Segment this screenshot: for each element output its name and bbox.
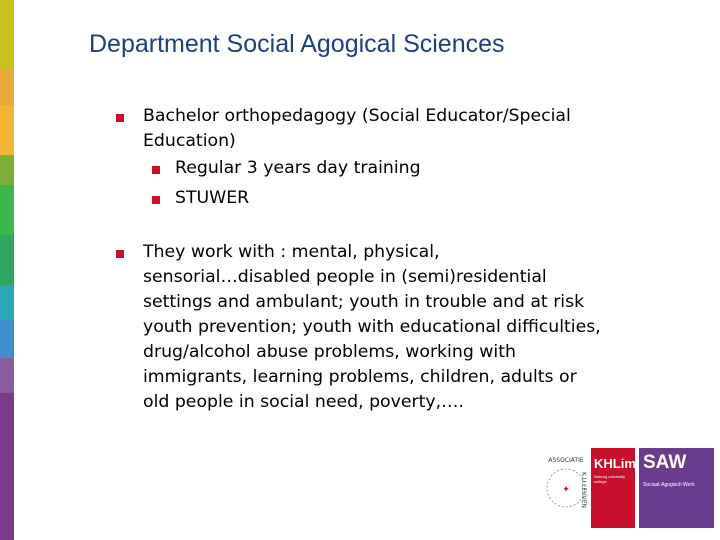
saw-logo-subtext: Sociaal-Agogisch Werk bbox=[643, 482, 695, 488]
bullet-text-line: drug/alcohol abuse problems, working with bbox=[143, 342, 516, 362]
saw-logo bbox=[639, 448, 714, 528]
svg-text:✦: ✦ bbox=[562, 485, 570, 495]
bullet-text-line: Bachelor orthopedagogy (Social Educator/Special bbox=[143, 106, 571, 126]
svg-text:ASSOCIATIE: ASSOCIATIE bbox=[548, 457, 584, 464]
svg-text:K.U.LEUVEN: K.U.LEUVEN bbox=[580, 471, 587, 509]
stripe-segment bbox=[0, 0, 14, 70]
stripe-segment bbox=[0, 285, 14, 320]
stripe-segment bbox=[0, 393, 14, 540]
stripe-segment bbox=[0, 185, 14, 235]
sub-bullet-marker bbox=[152, 166, 160, 174]
saw-logo-text: SAW bbox=[643, 452, 687, 473]
khlim-logo-text: KHLim bbox=[594, 456, 636, 471]
bullet-text-line: They work with : mental, physical, bbox=[143, 242, 440, 262]
associatie-seal-logo bbox=[542, 446, 590, 530]
bullet-text-line: old people in social need, poverty,…. bbox=[143, 392, 464, 412]
bullet-text-line: settings and ambulant; youth in trouble and at risk bbox=[143, 292, 585, 312]
bullet-text-line: immigrants, learning problems, children, adults or bbox=[143, 367, 577, 387]
stripe-segment bbox=[0, 235, 14, 285]
bullet-marker bbox=[116, 114, 124, 122]
stripe-segment bbox=[0, 155, 14, 185]
stripe-segment bbox=[0, 70, 14, 105]
khlim-logo bbox=[591, 448, 635, 528]
page-title: Department Social Agogical Sciences bbox=[89, 30, 505, 58]
logo-area bbox=[542, 446, 714, 530]
bullet-marker bbox=[116, 250, 124, 258]
stripe-segment bbox=[0, 358, 14, 393]
sub-bullet-text: Regular 3 years day training bbox=[175, 158, 421, 178]
sub-bullet-marker bbox=[152, 196, 160, 204]
bullet-text-line: youth prevention; youth with educational difficulties, bbox=[143, 317, 601, 337]
bullet-text-line: Education) bbox=[143, 131, 236, 151]
stripe-segment bbox=[0, 320, 14, 358]
bullet-text-line: sensorial…disabled people in (semi)residential bbox=[143, 267, 547, 287]
khlim-logo-subtext: limburg university college bbox=[594, 474, 626, 484]
sub-bullet-text: STUWER bbox=[175, 188, 250, 208]
stripe-segment bbox=[0, 105, 14, 155]
